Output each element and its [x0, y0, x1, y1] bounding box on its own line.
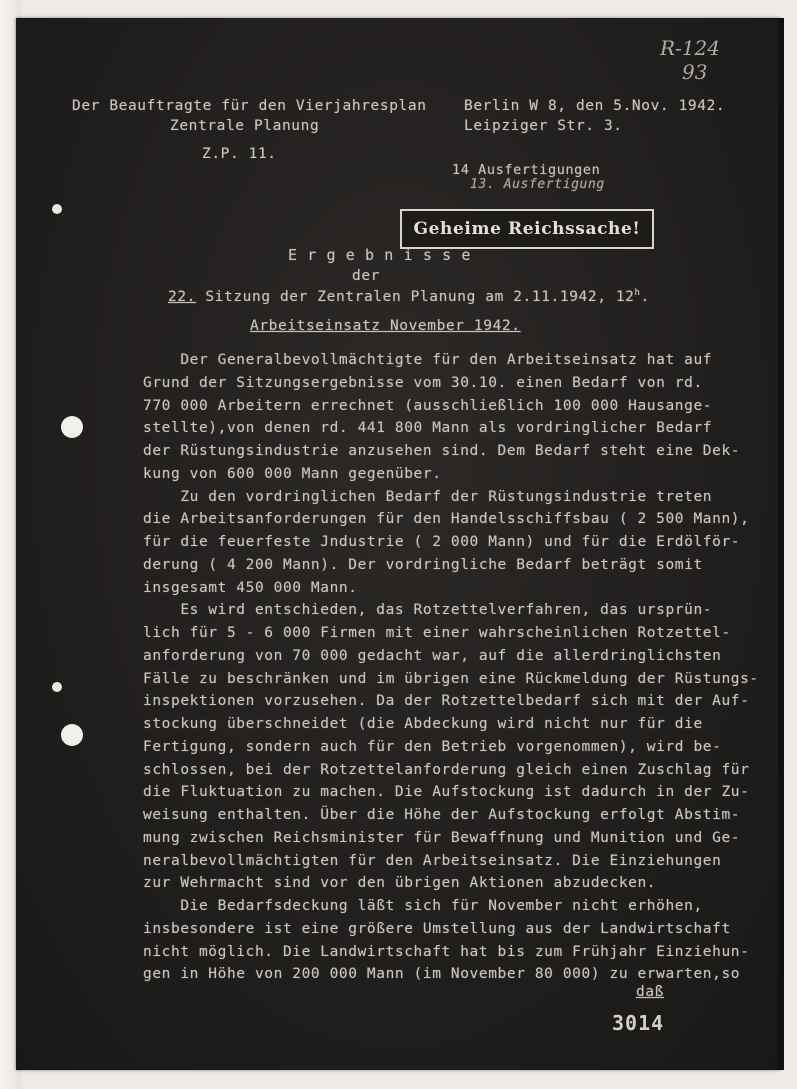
punch-hole	[61, 724, 83, 746]
place-date: Berlin W 8, den 5.Nov. 1942.	[464, 98, 726, 114]
body-line: weisung enthalten. Über die Höhe der Aufstockung erfolgt Abstim-	[143, 807, 741, 823]
meeting-hour-sup: h	[634, 288, 641, 298]
meeting-description: Sitzung der Zentralen Planung am 2.11.1942, 12	[205, 288, 635, 305]
issuer-line-1: Der Beauftragte für den Vierjahresplan	[72, 98, 427, 114]
body-line: neralbevollmächtigten für den Arbeitseinsatz. Die Einziehungen	[143, 852, 722, 869]
body-line: stockung überschneidet (die Abdeckung wird nicht nur für die	[143, 716, 703, 732]
body-line: insgesamt 450 000 Mann.	[143, 579, 358, 596]
body-line: derung ( 4 200 Mann). Der vordringliche Bedarf beträgt somit	[143, 556, 703, 573]
document-page	[16, 18, 780, 1070]
archive-mark-line-1: R-124	[660, 36, 720, 60]
secret-stamp	[400, 209, 654, 249]
meeting-title-end: .	[640, 288, 650, 305]
body-line: inspektionen vorzusehen. Da der Rotzettelbedarf sich mit der Auf-	[143, 693, 750, 710]
body-line: Fertigung, sondern auch für den Betrieb vorgenommen), wird be-	[143, 738, 722, 755]
copy-number-handwritten: 13. Ausfertigung	[470, 177, 605, 192]
body-line: lich für 5 - 6 000 Firmen mit einer wahrscheinlichen Rotzettel-	[143, 625, 731, 641]
body-line: für die feuerfeste Jndustrie ( 2 000 Mann) und für die Erdölför-	[143, 534, 741, 550]
body-line: Die Bedarfsdeckung läßt sich für November nicht erhöhen,	[143, 898, 703, 914]
body-line: schlossen, bei der Rotzettelanforderung gleich einen Zuschlag für	[143, 761, 750, 778]
meeting-title	[168, 288, 650, 305]
body-line: die Arbeitsanforderungen für den Handelsschiffsbau ( 2 500 Mann),	[143, 511, 750, 528]
punch-hole	[61, 416, 83, 438]
body-line: 770 000 Arbeitern errechnet (ausschließlich 100 000 Hausange-	[143, 397, 713, 414]
body-line: Der Generalbevollmächtigte für den Arbeitseinsatz hat auf	[143, 352, 713, 368]
archive-mark-line-2: 93	[682, 60, 708, 84]
file-reference: Z.P. 11.	[202, 146, 277, 162]
subtitle: Arbeitseinsatz November 1942.	[250, 318, 521, 334]
stamp-text: Geheime Reichssache!	[413, 219, 641, 239]
body-line: zur Wehrmacht sind vor den übrigen Aktionen abzudecken.	[143, 875, 657, 892]
body-line: mung zwischen Reichsminister für Bewaffnung und Munition und Ge-	[143, 829, 741, 846]
body-line: der Rüstungsindustrie anzusehen sind. Dem Bedarf steht eine Dek-	[143, 443, 741, 459]
body-line: Zu den vordringlichen Bedarf der Rüstungsindustrie treten	[143, 488, 713, 505]
catchword: daß	[636, 984, 664, 1000]
title-der: der	[352, 268, 380, 284]
street-address: Leipziger Str. 3.	[464, 118, 623, 134]
body-line: Grund der Sitzungsergebnisse vom 30.10. einen Bedarf von rd.	[143, 374, 703, 391]
body-line: nicht möglich. Die Landwirtschaft hat bis zum Frühjahr Einziehun-	[143, 943, 750, 960]
meeting-number: 22.	[168, 288, 196, 305]
body-line: die Fluktuation zu machen. Die Aufstockung ist dadurch in der Zu-	[143, 784, 750, 801]
body-line: stellte),von denen rd. 441 800 Mann als vordringlicher Bedarf	[143, 420, 713, 437]
body-line: insbesondere ist eine größere Umstellung aus der Landwirtschaft	[143, 920, 731, 937]
body-line: Fälle zu beschränken und im übrigen eine Rückmeldung der Rüstungs-	[143, 670, 759, 687]
pin-mark	[52, 682, 62, 692]
pin-mark	[52, 204, 62, 214]
body-line: gen in Höhe von 200 000 Mann (im November 80 000) zu erwarten,so	[143, 966, 741, 983]
body-line: Es wird entschieden, das Rotzettelverfahren, das ursprün-	[143, 602, 713, 619]
issuer-line-2: Zentrale Planung	[170, 118, 320, 134]
page-number: 3014	[612, 1011, 665, 1035]
copies-count: 14 Ausfertigungen	[452, 162, 601, 178]
title-ergebnisse: E r g e b n i s s e	[288, 246, 471, 264]
body-line: anforderung von 70 000 gedacht war, auf die allerdringlichsten	[143, 647, 722, 664]
body-line: kung von 600 000 Mann gegenüber.	[143, 465, 442, 482]
